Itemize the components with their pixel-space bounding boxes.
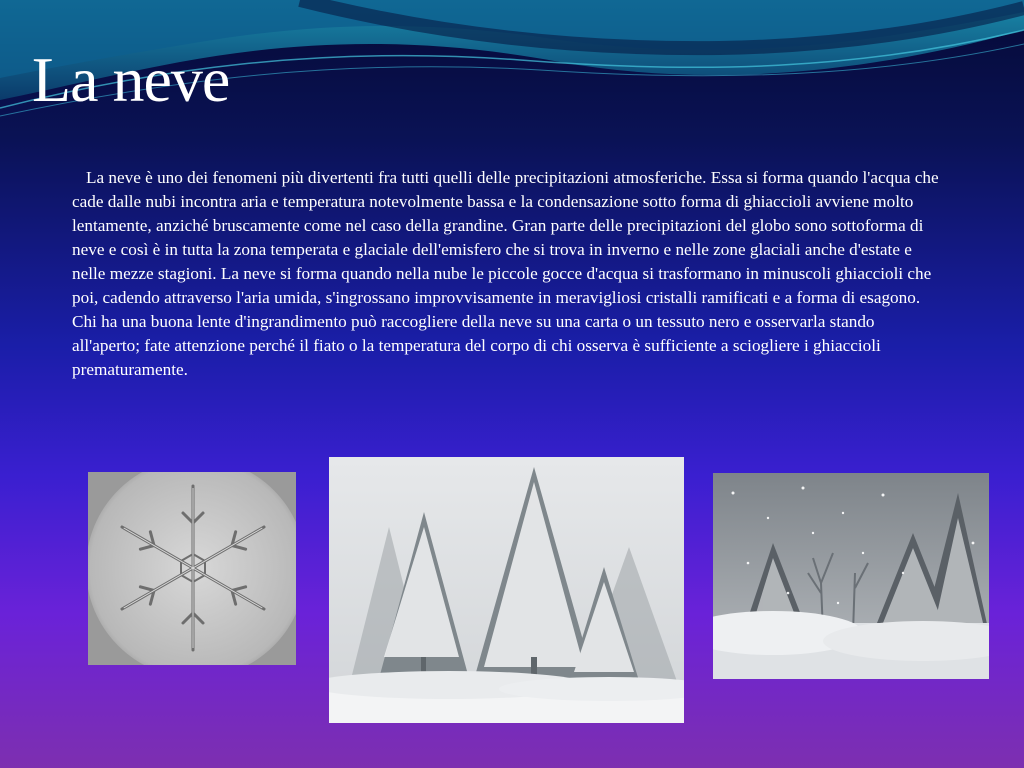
snowflake-image — [88, 472, 296, 665]
slide-body-text: La neve è uno dei fenomeni più divertenti fra tutti quelli delle precipitazioni atmosferiche. Essa si forma quando l'acqua che cade dalle nubi incontra aria e temperatura notevolmente bassa e la condensazione sotto forma di ghiaccioli avviene molto lentamente, anziché bruscamente come nel caso della grandine. Gran parte delle precipitazioni del globo sono sottoforma di neve e così è in tutta la zona temperata e glaciale dell'emisfero che si trova in inverno e nelle zone glaciali anche d'estate e nelle mezze stagioni. La neve si forma quando nella nube le piccole gocce d'acqua si trasformano in minuscoli ghiaccioli che poi, cadendo attraverso l'aria umida, s'ingrossano improvvisamente in meravigliosi cristalli ramificati e a forma di esagono. Chi ha una buona lente d'ingrandimento può raccogliere della neve su una carta o un tessuto nero e osservarla stando all'aperto; fate attenzione perché il fiato o la temperatura del corpo di chi osserva è sufficiente a sciogliere i ghiaccioli prematuramente. — [72, 168, 939, 379]
snowy-forest-image — [329, 457, 684, 723]
snowfall-landscape-image — [713, 473, 989, 679]
slide-title: La neve — [32, 44, 230, 115]
